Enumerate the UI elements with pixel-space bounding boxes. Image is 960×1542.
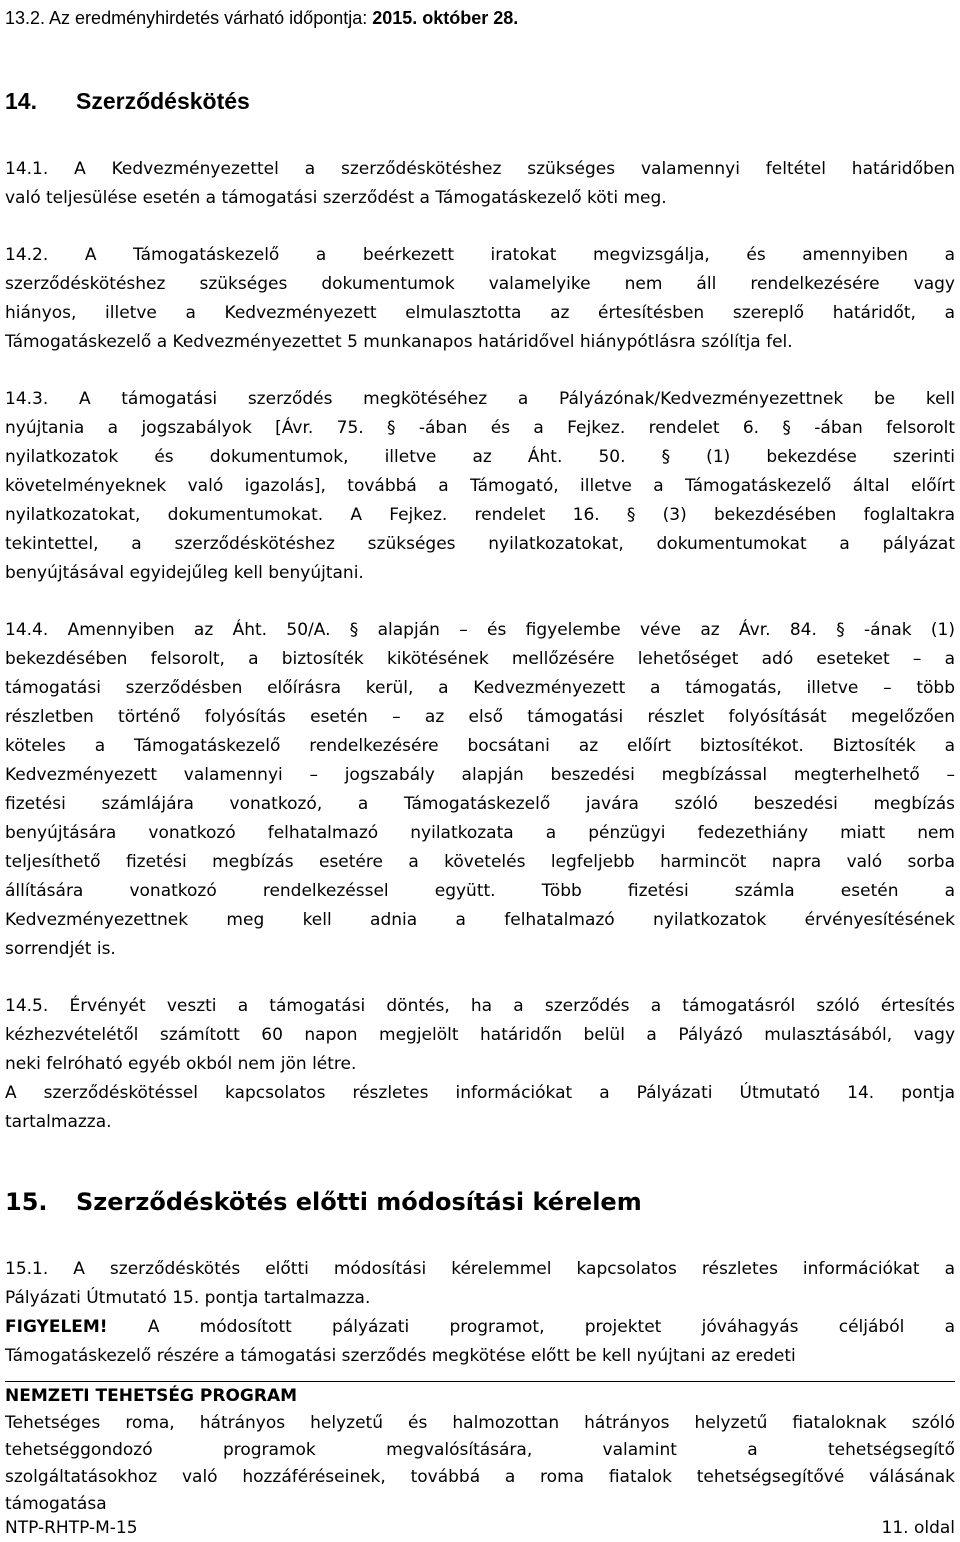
footer-code-row (5, 1515, 955, 1542)
para-15-1-number: 15.1. (5, 1259, 49, 1279)
para-14-3-line-3: nyilatkozatok és dokumentumok, illetve az Áht. 50. § (1) bekezdése szerinti (5, 447, 955, 467)
para-14-4-line-6: Kedvezményezett valamennyi – jogszabály alapján beszedési megbízással megterhelhető – (5, 765, 955, 785)
section-14-title: Szerződéskötés (76, 88, 250, 114)
para-15-1-line-1: 15.1. A szerződéskötés előtti módosítási kérelemmel kapcsolatos részletes információkat a (5, 1259, 955, 1279)
para-14-3-number: 14.3. (5, 389, 49, 409)
section-14-heading (5, 87, 955, 116)
para-14-3-line-2: nyújtania a jogszabályok [Ávr. 75. § -ában és a Fejkez. rendelet 6. § -ában felsorolt (5, 418, 955, 438)
para-14-4-line-12: sorrendjét is. (5, 939, 116, 959)
warning-label: FIGYELEM! (5, 1317, 108, 1337)
para-14-3-line-4: követelményeknek való igazolás], továbbá a Támogató, illetve a Támogatáskezelő által előírt (5, 476, 955, 496)
para-14-5-number: 14.5. (5, 996, 49, 1016)
page-number: 11. oldal (881, 1518, 955, 1538)
para-14-4-line-4: részletben történő folyósítás esetén – az első támogatási részlet folyósítását megelőzően (5, 707, 955, 727)
para-14-5-line-5: tartalmazza. (5, 1112, 112, 1132)
para-14-2-line-4: Támogatáskezelő a Kedvezményezettet 5 munkanapos határidővel hiánypótlásra szólítja fel. (5, 332, 793, 352)
para-14-1-line-2: való teljesülése esetén a támogatási szerződést a Támogatáskezelő köti meg. (5, 188, 667, 208)
section-15-number: 15. (5, 1188, 48, 1216)
para-14-4-line-1: 14.4. Amennyiben az Áht. 50/A. § alapján – és figyelembe véve az Ávr. 84. § -ának (1) (5, 620, 956, 640)
para-14-3-line-6: tekintettel, a szerződéskötéshez szükséges nyilatkozatokat, dokumentumokat a pályázat (5, 534, 955, 554)
para-14-4-line-2: bekezdésében felsorolt, a biztosíték kikötésének mellőzésére lehetőséget adó eseteket – a (5, 649, 955, 669)
para-15-1-line-2: Pályázati Útmutató 15. pontja tartalmazza. (5, 1288, 371, 1308)
para-14-4-line-8: benyújtására vonatkozó felhatalmazó nyilatkozata a pénzügyi fedezethiány miatt nem (5, 823, 955, 843)
para-14-2-number: 14.2. (5, 245, 49, 265)
footer-program-name: NEMZETI TEHETSÉG PROGRAM (5, 1386, 298, 1406)
footer-description-line-4: támogatása (5, 1494, 107, 1514)
para-14-5-line-3: neki felróható egyéb okból nem jön létre. (5, 1054, 357, 1074)
para-14-4-line-5: köteles a Támogatáskezelő rendelkezésére bocsátani az előírt biztosítékot. Biztosíték a (5, 736, 955, 756)
para-14-4-line-10: állítására vonatkozó rendelkezéssel együtt. Több fizetési számla esetén a (5, 881, 955, 901)
para-14-5-line-2: kézhezvételétől számított 60 napon megjelölt határidőn belül a Pályázó mulasztásából, vagy (5, 1025, 955, 1045)
result-date-value: 2015. október 28. (372, 8, 519, 28)
para-14-4-number: 14.4. (5, 620, 49, 640)
para-14-4-line-3: támogatási szerződésben előírásra kerül, a Kedvezményezett a támogatás, illetve – több (5, 678, 955, 698)
para-14-4-line-11: Kedvezményezettnek meg kell adnia a felhatalmazó nyilatkozatok érvényesítésének (5, 910, 955, 930)
warning-line-2: Támogatáskezelő részére a támogatási szerződés megkötése előtt be kell nyújtani az eredeti (5, 1346, 796, 1366)
para-14-1-number: 14.1. (5, 159, 49, 179)
section-15-title: Szerződéskötés előtti módosítási kérelem (76, 1188, 642, 1216)
footer-description-line-1: Tehetséges roma, hátrányos helyzetű és halmozottan hátrányos helyzetű fiataloknak szóló (5, 1413, 955, 1433)
para-14-3-line-1: 14.3. A támogatási szerződés megkötéséhez a Pályázónak/Kedvezményezettnek be kell (5, 389, 955, 409)
para-14-2-line-3: hiányos, illetve a Kedvezményezett elmulasztotta az értesítésben szereplő határidőt, a (5, 303, 955, 323)
footer-description-line-3: szolgáltatásokhoz való hozzáféréseinek, továbbá a roma fiatalok tehetségsegítővé válásának (5, 1467, 955, 1487)
para-14-4-line-7: fizetési számlájára vonatkozó, a Támogatáskezelő javára szóló beszedési megbízás (5, 794, 955, 814)
para-14-3-line-7: benyújtásával egyidejűleg kell benyújtani. (5, 563, 364, 583)
para-14-3-line-5: nyilatkozatokat, dokumentumokat. A Fejkez. rendelet 16. § (3) bekezdésében foglaltakra (5, 505, 955, 525)
warning-line-1: FIGYELEM! A módosított pályázati programot, projektet jóváhagyás céljából a (5, 1317, 955, 1337)
section-14-number: 14. (5, 88, 37, 114)
para-14-2-line-1: 14.2. A Támogatáskezelő a beérkezett iratokat megvizsgálja, és amennyiben a (5, 245, 956, 265)
para-14-1-line-1: 14.1. A Kedvezményezettel a szerződéskötéshez szükséges valamennyi feltétel határidőben (5, 159, 956, 179)
footer-description-line-2: tehetséggondozó programok megvalósítására, valamint a tehetségsegítő (5, 1440, 955, 1460)
para-14-5-line-1: 14.5. Érvényét veszti a támogatási döntés, ha a szerződés a támogatásról szóló értesítés (5, 996, 956, 1016)
footer-divider (5, 1381, 955, 1382)
result-date-line (5, 4, 955, 33)
section-15-heading (5, 1188, 955, 1217)
para-14-5-line-4: A szerződéskötéssel kapcsolatos részletes információkat a Pályázati Útmutató 14. pontja (5, 1083, 955, 1103)
para-14-4-line-9: teljesíthető fizetési megbízás esetére a követelés legfeljebb harmincöt napra való sorba (5, 852, 955, 872)
result-date-label: 13.2. Az eredményhirdetés várható időpontja: (5, 8, 373, 28)
footer-code: NTP-RHTP-M-15 (5, 1518, 138, 1538)
para-14-2-line-2: szerződéskötéshez szükséges dokumentumok valamelyike nem áll rendelkezésére vagy (5, 274, 955, 294)
